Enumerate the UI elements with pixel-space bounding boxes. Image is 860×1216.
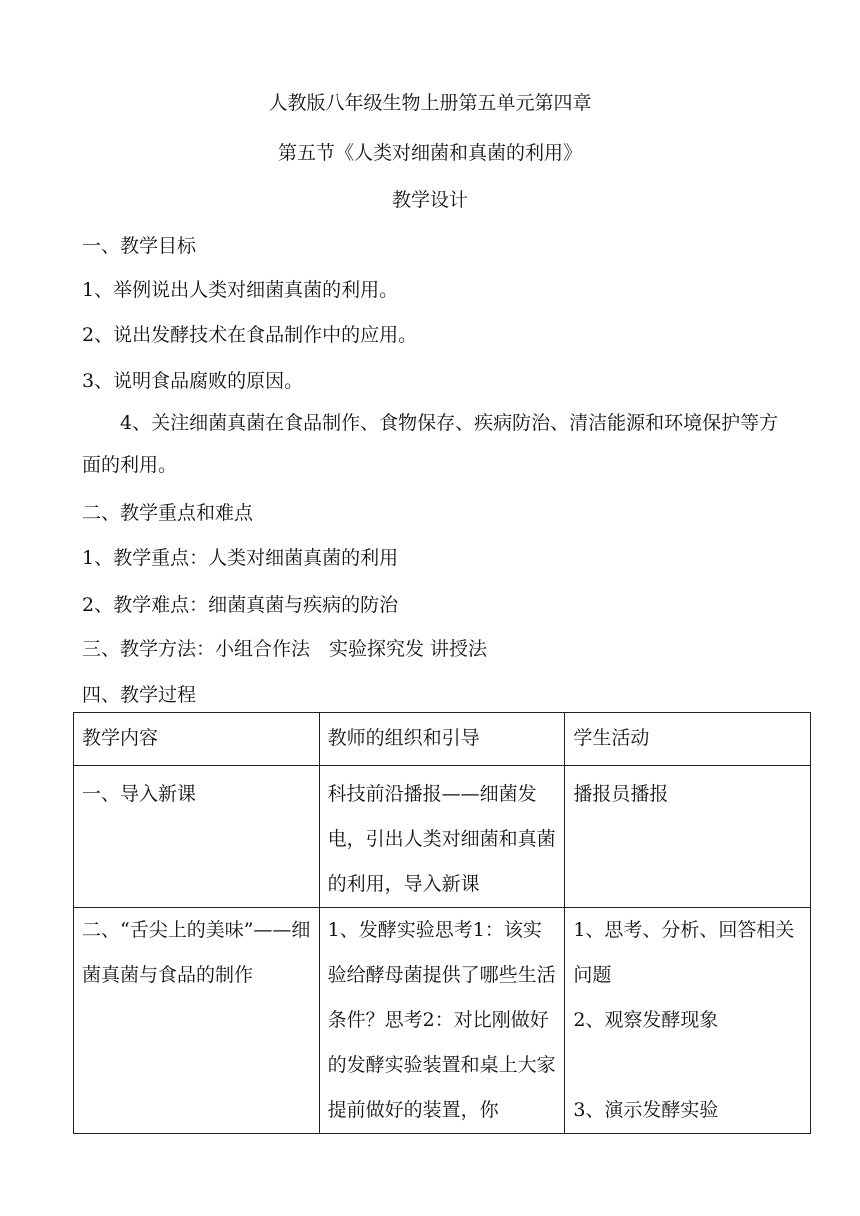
row1-teacher: 科技前沿播报——细菌发电，引出人类对细菌和真菌的利用，导入新课 [319,766,565,908]
spacer [573,1043,804,1088]
row1-student-activity: 播报员播报 [573,783,669,805]
goal-item-4: 4、关注细菌真菌在食品制作、食物保存、疾病防治、清洁能源和环境保护等方面的利用。 [82,412,779,476]
document-type-heading: 教学设计 [391,189,468,211]
goal-item-2: 2、说出发酵技术在食品制作中的应用。 [82,324,418,346]
row2-student [565,908,811,1134]
header-student: 学生活动 [565,713,811,766]
goal-item-1: 1、举例说出人类对细菌真菌的利用。 [82,279,399,301]
header-content: 教学内容 [74,713,320,766]
row1-student [565,766,811,908]
key-point-difficulty: 2、教学难点：细菌真菌与疾病的防治 [82,594,399,616]
document-subtitle: 第五节《人类对细菌和真菌的利用》 [277,142,582,164]
goal-item-3: 3、说明食品腐败的原因。 [82,370,304,392]
teaching-method: 三、教学方法：小组合作法 实验探究发 讲授法 [82,638,488,660]
row2-student-activity-2: 2、观察发酵现象 [573,1009,719,1031]
teaching-process-table [73,712,811,1134]
row2-student-activity-3: 3、演示发酵实验 [573,1099,719,1121]
row2-teacher: 1、发酵实验思考1：该实验给酵母菌提供了哪些生活条件？思考2：对比刚做好的发酵实验装置和桌上大家提前做好的装置，你 [319,908,565,1134]
table-row [74,766,811,908]
key-points-heading: 二、教学重点和难点 [82,502,254,524]
document-title: 人教版八年级生物上册第五单元第四章 [268,92,592,114]
row1-content: 一、导入新课 [74,766,320,908]
table-row [74,908,811,1134]
table-header-row [74,713,811,766]
goals-heading: 一、教学目标 [82,235,197,257]
process-heading: 四、教学过程 [82,684,197,706]
row2-content: 二、“舌尖上的美味”——细菌真菌与食品的制作 [74,908,320,1134]
key-point-focus: 1、教学重点：人类对细菌真菌的利用 [82,547,399,569]
row2-student-activity-1: 1、思考、分析、回答相关问题 [573,919,795,986]
header-teacher: 教师的组织和引导 [319,713,565,766]
